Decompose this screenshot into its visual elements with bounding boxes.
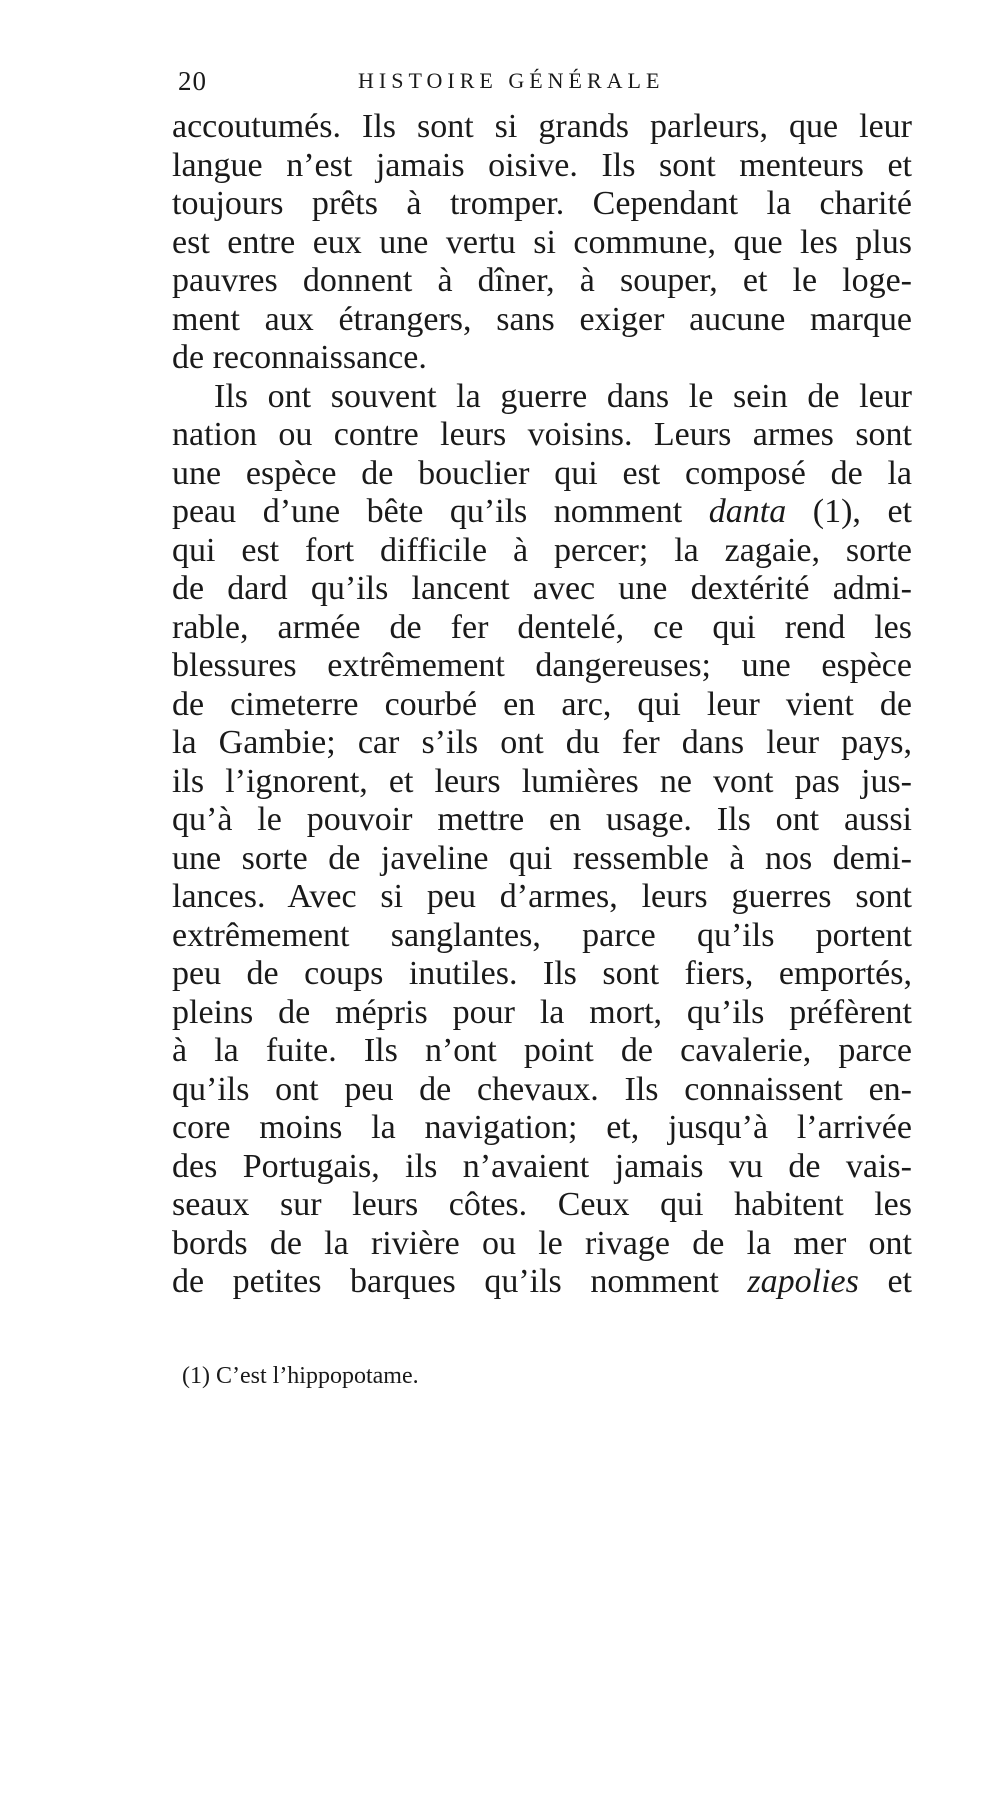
text-line: la Gambie; car s’ils ont du fer dans leur pays, (172, 724, 912, 761)
text-line: lances. Avec si peu d’armes, leurs guerres sont (172, 878, 912, 915)
text-line: accoutumés. Ils sont si grands parleurs, que leur (172, 108, 912, 145)
footnote: (1) C’est l’hippopotame. (182, 1363, 419, 1389)
text-line: une espèce de bouclier qui est composé de la (172, 454, 912, 492)
body-text (172, 108, 912, 1302)
text-line: ils l’ignorent, et leurs lumières ne vont pas jus- (172, 762, 912, 800)
text-line: qu’à le pouvoir mettre en usage. Ils ont aussi (172, 801, 912, 838)
italic-term-zapolies: zapolies (747, 1263, 859, 1300)
running-title: HISTOIRE GÉNÉRALE (358, 68, 665, 93)
text-line: ment aux étrangers, sans exiger aucune marque (172, 300, 912, 338)
text-line: de cimeterre courbé en arc, qui leur vient de (172, 685, 912, 723)
text-line: une sorte de javeline qui ressemble à nos demi- (172, 839, 912, 877)
text-line: rable, armée de fer dentelé, ce qui rend les (172, 608, 912, 646)
text-line (172, 1263, 912, 1302)
text-line: Ils ont souvent la guerre dans le sein de leur (214, 377, 912, 415)
text-line: toujours prêts à tromper. Cependant la charité (172, 185, 912, 222)
text-line: peu de coups inutiles. Ils sont fiers, emportés, (172, 955, 912, 992)
text-segment: de petites barques qu’ils nomment (172, 1263, 748, 1300)
text-line: pleins de mépris pour la mort, qu’ils préfèrent (172, 993, 912, 1031)
text-line: blessures extrêmement dangereuses; une espèce (172, 647, 912, 684)
text-segment: et (858, 1263, 912, 1300)
text-line: de reconnaissance. (172, 339, 427, 376)
text-line (172, 493, 912, 532)
text-line: est entre eux une vertu si commune, que les plus (172, 223, 912, 261)
text-line: core moins la navigation; et, jusqu’à l’arrivée (172, 1109, 912, 1146)
text-line: nation ou contre leurs voisins. Leurs armes sont (172, 416, 912, 453)
text-segment: peau d’une bête qu’ils nomment (172, 493, 709, 530)
text-segment: (1), et (786, 493, 912, 530)
paragraph-2 (172, 378, 912, 1302)
text-line: qui est fort difficile à percer; la zagaie, sorte (172, 531, 912, 569)
running-head (178, 66, 908, 106)
text-line: qu’ils ont peu de chevaux. Ils connaissent en- (172, 1070, 912, 1108)
page-number: 20 (178, 66, 207, 96)
text-line: pauvres donnent à dîner, à souper, et le loge- (172, 262, 912, 299)
italic-term-danta: danta (708, 493, 787, 530)
text-line: langue n’est jamais oisive. Ils sont menteurs et (172, 146, 912, 184)
text-line: à la fuite. Ils n’ont point de cavalerie, parce (172, 1032, 912, 1069)
text-line: extrêmement sanglantes, parce qu’ils portent (172, 916, 912, 954)
text-line: seaux sur leurs côtes. Ceux qui habitent les (172, 1186, 912, 1223)
text-line: de dard qu’ils lancent avec une dextérité admi- (172, 570, 912, 607)
text-line: bords de la rivière ou le rivage de la mer ont (172, 1224, 912, 1262)
paragraph-1 (172, 108, 912, 378)
text-line: des Portugais, ils n’avaient jamais vu de vais- (172, 1147, 912, 1185)
